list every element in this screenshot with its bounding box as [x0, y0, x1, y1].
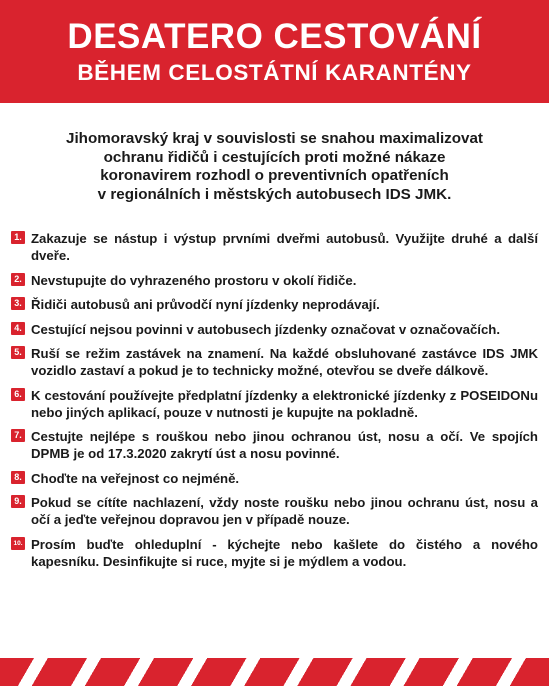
rule-text: Ruší se režim zastávek na znamení. Na každé obsluhované zastávce IDS JMK vozidlo zastaví a pokud je to technicky možné, otevřou se dveře dálkově.: [31, 346, 538, 378]
rule-text: Choďte na veřejnost co nejméně.: [31, 470, 240, 486]
rule-number-badge: 9.: [11, 495, 25, 508]
page-subtitle: BĚHEM CELOSTÁTNÍ KARANTÉNY: [77, 59, 472, 85]
rule-number-badge: 5.: [11, 346, 25, 359]
rule-text: Zakazuje se nástup i výstup prvními dveřmi autobusů. Využijte druhé a další dveře.: [31, 231, 538, 263]
rule-item: [11, 428, 538, 462]
intro-line: Jihomoravský kraj v souvislosti se snahou maximalizovat: [66, 130, 483, 147]
rule-item: [11, 345, 538, 379]
rule-item: [11, 272, 538, 289]
rule-text: Pokud se cítíte nachlazení, vždy noste roušku nebo jinou ochranu úst, nosu a očí a jeďte veřejnou dopravou jen v případě nouze.: [31, 495, 538, 527]
rule-text: Prosím buďte ohleduplní - kýchejte nebo kašlete do čistého a nového kapesníku. Desinfikujte si ruce, myjte si je mýdlem a vodou.: [31, 536, 538, 569]
rule-number-badge: 7.: [11, 429, 25, 442]
intro-line: ochranu řidičů i cestujících proti možné nákaze: [103, 148, 446, 166]
rule-item: [11, 296, 538, 313]
rule-item: [11, 470, 538, 487]
rule-item: [11, 230, 538, 264]
rule-number-badge: 3.: [11, 297, 25, 310]
rule-number-badge: 4.: [11, 322, 25, 335]
rule-item: [11, 387, 538, 421]
intro-paragraph: [0, 130, 549, 204]
rule-number-badge: 1.: [11, 231, 25, 244]
rule-number-badge: 10.: [11, 537, 25, 550]
rule-number-badge: 2.: [11, 273, 25, 286]
intro-line: koronavirem rozhodl o preventivních opatřeních: [100, 167, 449, 184]
rule-text: Cestujte nejlépe s rouškou nebo jinou ochranou úst, nosu a očí. Ve spojích DPMB je od 17.3.2020 zakrytí úst a nosu povinné.: [31, 429, 538, 461]
rule-text: Cestující nejsou povinni v autobusech jízdenky označovat v označovačích.: [31, 321, 501, 337]
striped-footer-band: [0, 658, 549, 686]
rule-item: [11, 494, 538, 528]
header-banner: [0, 0, 549, 103]
intro-line: v regionálních i městských autobusech IDS JMK.: [97, 185, 452, 203]
rule-number-badge: 8.: [11, 471, 25, 484]
rule-text: Řidiči autobusů ani průvodčí nyní jízdenky neprodávají.: [31, 297, 380, 312]
rules-list: [11, 230, 538, 577]
rule-text: Nevstupujte do vyhrazeného prostoru v okolí řidiče.: [31, 272, 357, 288]
rule-number-badge: 6.: [11, 388, 25, 401]
page-title: DESATERO CESTOVÁNÍ: [67, 16, 482, 56]
rule-text: K cestování používejte předplatní jízdenky a elektronické jízdenky z POSEIDONu nebo jiných aplikací, pouze v nutnosti je kupujte na pokladně.: [31, 387, 538, 420]
rule-item: [11, 321, 538, 338]
rule-item: [11, 536, 538, 570]
